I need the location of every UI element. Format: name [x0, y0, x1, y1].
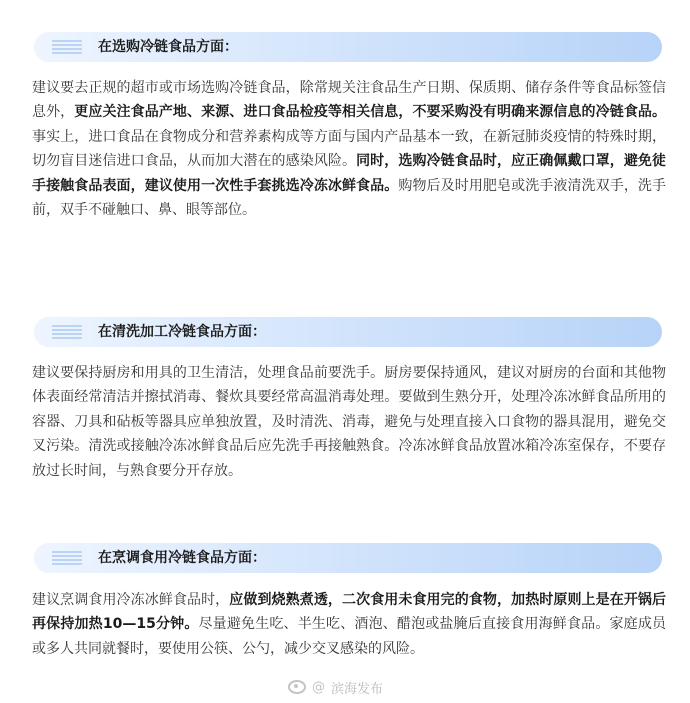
weibo-icon — [288, 680, 306, 694]
text-run: 尽量避免生吃、半生吃、酒泡、醋泡或盐腌后直接食用海鲜食品。家庭成员或多人共同就餐时，要使用公筷、公勺，减少交叉感染的风险。 — [32, 616, 667, 657]
watermark — [288, 677, 383, 697]
section-body-3 — [32, 588, 666, 661]
watermark-text: 滨海发布 — [331, 681, 384, 697]
section-header-1 — [34, 32, 662, 62]
text-run: 事实上，进口食品在食物成分和营养素构成等方面与国内产品基本一致，在新冠肺炎疫情的特殊时期，切勿盲目迷信进口食品，从而加大潜在的感染风险。 — [32, 128, 666, 170]
text-run: 购物后及时用肥皂或洗手液清洗双手，洗手前，双手不碰触口、鼻、眼等部位。 — [32, 177, 667, 219]
section-body-1 — [32, 76, 666, 222]
section-title: 在烹调食用冷链食品方面： — [98, 550, 266, 566]
lines-icon — [52, 325, 82, 339]
section-header-3 — [34, 543, 662, 573]
text-run: 建议要去正规的超市或市场选购冷链食品，除常规关注食品生产日期、保质期、储存条件等食品标签信息外， — [32, 80, 666, 121]
watermark-at: @ — [312, 679, 325, 695]
section-header-2 — [34, 317, 662, 347]
section-title: 在选购冷链食品方面： — [98, 39, 238, 55]
bold-run: 应做到烧熟煮透，二次食用未食用完的食物，加热时原则上是在开锅后再保持加热10—15分钟。 — [32, 592, 667, 633]
bold-run: 同时，选购冷链食品时，应正确佩戴口罩，避免徒手接触食品表面，建议使用一次性手套挑选冷冻冰鲜食品。 — [32, 153, 667, 194]
lines-icon — [52, 40, 82, 54]
text-run: 建议烹调食用冷冻冰鲜食品时， — [32, 592, 230, 608]
text-run: 建议要保持厨房和用具的卫生清洁，处理食品前要洗手。厨房要保持通风，建议对厨房的台面和其他物体表面经常清洁并擦拭消毒、餐炊具要经常高温消毒处理。要做到生熟分开，处理冷冻冰鲜食品所用的容器、刀具和砧板等器具应单独放置，及时清洗、消毒，避免与处理直接入口食物的器具混用，避免交叉污染。清洗或接触冷冻冰鲜食品后应先洗手再接触熟食。冷冻冰鲜食品放置冰箱冷冻室保存，不要存放过长时间，与熟食要分开存放。 — [32, 365, 666, 479]
section-title: 在清洗加工冷链食品方面： — [98, 324, 266, 340]
section-body-2 — [32, 361, 666, 483]
bold-run: 更应关注食品产地、来源、进口食品检疫等相关信息，不要采购没有明确来源信息的冷链食品。 — [74, 104, 667, 121]
lines-icon — [52, 551, 82, 565]
